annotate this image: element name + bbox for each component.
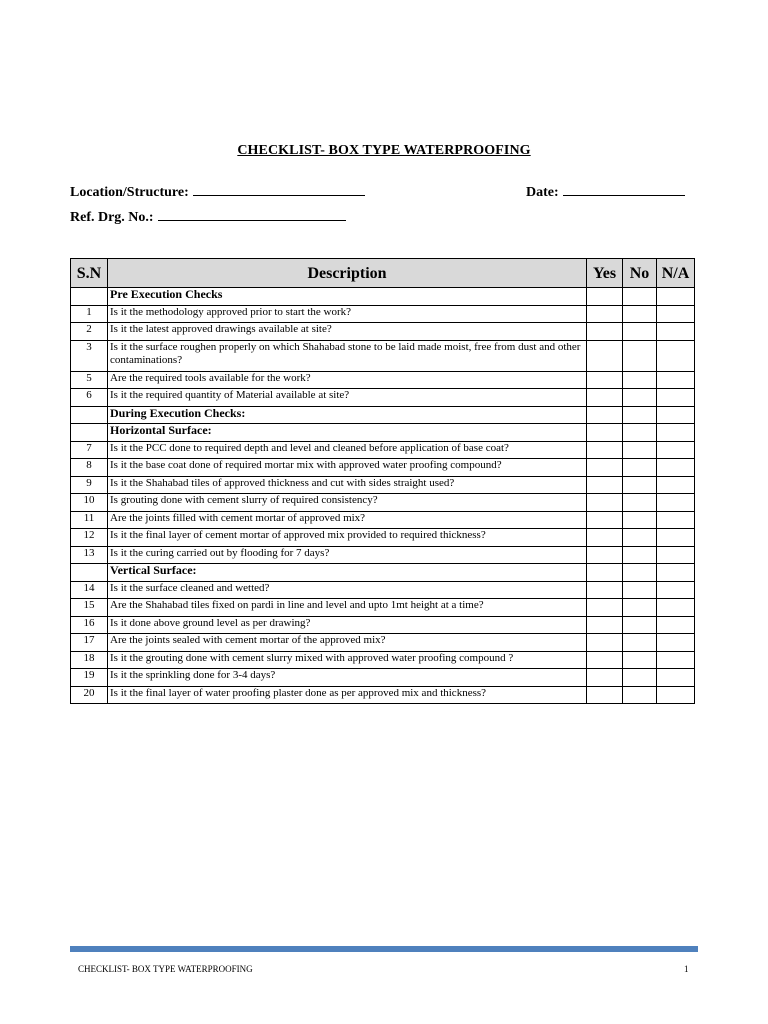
row-na-cell[interactable]	[657, 616, 695, 634]
table-header-row	[71, 259, 695, 288]
document-title: CHECKLIST- BOX TYPE WATERPROOFING	[237, 143, 531, 158]
row-description: Is it the latest approved drawings available at site?	[108, 323, 587, 341]
section-row	[71, 288, 695, 306]
row-no-cell[interactable]	[623, 616, 657, 634]
row-na-cell[interactable]	[657, 634, 695, 652]
table-row	[71, 634, 695, 652]
row-description: Are the required tools available for the work?	[108, 371, 587, 389]
row-sn: 15	[71, 599, 108, 617]
table-row	[71, 581, 695, 599]
row-no-cell[interactable]	[623, 686, 657, 704]
row-na-cell[interactable]	[657, 323, 695, 341]
row-sn: 20	[71, 686, 108, 704]
table-row	[71, 476, 695, 494]
header-yes: Yes	[587, 259, 623, 288]
section-heading: Horizontal Surface:	[108, 424, 587, 442]
row-yes-cell[interactable]	[587, 424, 623, 442]
row-sn: 19	[71, 669, 108, 687]
location-label: Location/Structure:	[70, 185, 189, 200]
section-row	[71, 424, 695, 442]
footer-title: CHECKLIST- BOX TYPE WATERPROOFING	[78, 964, 253, 974]
row-no-cell[interactable]	[623, 340, 657, 371]
row-no-cell[interactable]	[623, 371, 657, 389]
row-yes-cell[interactable]	[587, 546, 623, 564]
row-description: Are the Shahabad tiles fixed on pardi in line and level and upto 1mt height at a time?	[108, 599, 587, 617]
row-sn	[71, 406, 108, 424]
date-label: Date:	[526, 185, 559, 200]
row-description: Is it the grouting done with cement slurry mixed with approved water proofing compound ?	[108, 651, 587, 669]
table-row	[71, 511, 695, 529]
row-yes-cell[interactable]	[587, 634, 623, 652]
row-no-cell[interactable]	[623, 389, 657, 407]
table-row	[71, 494, 695, 512]
row-sn: 18	[71, 651, 108, 669]
row-na-cell[interactable]	[657, 340, 695, 371]
row-na-cell[interactable]	[657, 441, 695, 459]
row-description: Is it the final layer of cement mortar of approved mix provided to required thickness?	[108, 529, 587, 547]
row-yes-cell[interactable]	[587, 616, 623, 634]
row-no-cell[interactable]	[623, 651, 657, 669]
date-blank[interactable]	[563, 183, 685, 196]
row-description: Is it the PCC done to required depth and level and cleaned before application of base coat?	[108, 441, 587, 459]
table-row	[71, 529, 695, 547]
row-na-cell[interactable]	[657, 581, 695, 599]
row-no-cell[interactable]	[623, 424, 657, 442]
table-row	[71, 441, 695, 459]
row-na-cell[interactable]	[657, 459, 695, 477]
row-yes-cell[interactable]	[587, 599, 623, 617]
row-yes-cell[interactable]	[587, 323, 623, 341]
row-description: Is it the base coat done of required mortar mix with approved water proofing compound?	[108, 459, 587, 477]
table-row	[71, 459, 695, 477]
row-sn: 11	[71, 511, 108, 529]
row-na-cell[interactable]	[657, 686, 695, 704]
row-yes-cell[interactable]	[587, 651, 623, 669]
row-description: Is it the sprinkling done for 3-4 days?	[108, 669, 587, 687]
table-row	[71, 669, 695, 687]
row-yes-cell[interactable]	[587, 581, 623, 599]
row-description: Is it done above ground level as per drawing?	[108, 616, 587, 634]
row-na-cell[interactable]	[657, 546, 695, 564]
table-row	[71, 651, 695, 669]
row-sn: 3	[71, 340, 108, 371]
row-na-cell[interactable]	[657, 669, 695, 687]
row-na-cell[interactable]	[657, 511, 695, 529]
row-no-cell[interactable]	[623, 494, 657, 512]
table-row	[71, 340, 695, 371]
row-sn: 14	[71, 581, 108, 599]
table-row	[71, 599, 695, 617]
row-no-cell[interactable]	[623, 441, 657, 459]
row-description: Is grouting done with cement slurry of required consistency?	[108, 494, 587, 512]
row-no-cell[interactable]	[623, 288, 657, 306]
row-description: Is it the methodology approved prior to start the work?	[108, 305, 587, 323]
header-no: No	[623, 259, 657, 288]
header-description: Description	[108, 259, 587, 288]
row-description: Is it the final layer of water proofing plaster done as per approved mix and thickness?	[108, 686, 587, 704]
row-yes-cell[interactable]	[587, 511, 623, 529]
row-description: Are the joints filled with cement mortar of approved mix?	[108, 511, 587, 529]
table-row	[71, 305, 695, 323]
row-sn: 9	[71, 476, 108, 494]
row-na-cell[interactable]	[657, 424, 695, 442]
row-no-cell[interactable]	[623, 476, 657, 494]
row-na-cell[interactable]	[657, 476, 695, 494]
row-na-cell[interactable]	[657, 651, 695, 669]
row-sn	[71, 288, 108, 306]
row-description: Is it the Shahabad tiles of approved thickness and cut with sides straight used?	[108, 476, 587, 494]
row-no-cell[interactable]	[623, 323, 657, 341]
row-no-cell[interactable]	[623, 564, 657, 582]
section-heading: During Execution Checks:	[108, 406, 587, 424]
row-no-cell[interactable]	[623, 305, 657, 323]
ref-drg-blank[interactable]	[158, 208, 346, 221]
row-no-cell[interactable]	[623, 599, 657, 617]
row-no-cell[interactable]	[623, 546, 657, 564]
section-heading: Pre Execution Checks	[108, 288, 587, 306]
table-row	[71, 616, 695, 634]
row-na-cell[interactable]	[657, 288, 695, 306]
row-description: Are the joints sealed with cement mortar of the approved mix?	[108, 634, 587, 652]
table-row	[71, 686, 695, 704]
row-na-cell[interactable]	[657, 529, 695, 547]
table-row	[71, 323, 695, 341]
row-sn: 13	[71, 546, 108, 564]
row-sn	[71, 424, 108, 442]
page-number: 1	[684, 964, 689, 974]
row-sn: 2	[71, 323, 108, 341]
row-sn: 8	[71, 459, 108, 477]
row-sn: 12	[71, 529, 108, 547]
row-no-cell[interactable]	[623, 459, 657, 477]
row-yes-cell[interactable]	[587, 476, 623, 494]
row-yes-cell[interactable]	[587, 288, 623, 306]
footer-bar	[70, 946, 698, 952]
row-no-cell[interactable]	[623, 511, 657, 529]
row-sn: 1	[71, 305, 108, 323]
section-heading: Vertical Surface:	[108, 564, 587, 582]
row-no-cell[interactable]	[623, 529, 657, 547]
checklist-table	[70, 258, 695, 704]
row-sn: 5	[71, 371, 108, 389]
row-yes-cell[interactable]	[587, 529, 623, 547]
row-na-cell[interactable]	[657, 406, 695, 424]
row-no-cell[interactable]	[623, 406, 657, 424]
row-na-cell[interactable]	[657, 371, 695, 389]
row-yes-cell[interactable]	[587, 686, 623, 704]
row-yes-cell[interactable]	[587, 371, 623, 389]
row-yes-cell[interactable]	[587, 389, 623, 407]
row-sn: 7	[71, 441, 108, 459]
section-row	[71, 564, 695, 582]
row-description: Is it the curing carried out by flooding for 7 days?	[108, 546, 587, 564]
header-na: N/A	[657, 259, 695, 288]
row-yes-cell[interactable]	[587, 406, 623, 424]
location-field	[70, 183, 365, 201]
date-field	[526, 183, 685, 201]
row-sn: 6	[71, 389, 108, 407]
row-sn	[71, 564, 108, 582]
header-sn: S.N	[71, 259, 108, 288]
row-no-cell[interactable]	[623, 669, 657, 687]
row-description: Is it the surface cleaned and wetted?	[108, 581, 587, 599]
row-na-cell[interactable]	[657, 599, 695, 617]
row-no-cell[interactable]	[623, 634, 657, 652]
row-na-cell[interactable]	[657, 305, 695, 323]
row-na-cell[interactable]	[657, 494, 695, 512]
row-description: Is it the required quantity of Material available at site?	[108, 389, 587, 407]
row-yes-cell[interactable]	[587, 494, 623, 512]
row-na-cell[interactable]	[657, 564, 695, 582]
row-description: Is it the surface roughen properly on which Shahabad stone to be laid made moist, free from dust and other contaminations?	[108, 340, 587, 371]
table-row	[71, 389, 695, 407]
row-sn: 17	[71, 634, 108, 652]
location-blank[interactable]	[193, 183, 365, 196]
row-yes-cell[interactable]	[587, 340, 623, 371]
row-yes-cell[interactable]	[587, 459, 623, 477]
row-na-cell[interactable]	[657, 389, 695, 407]
row-no-cell[interactable]	[623, 581, 657, 599]
table-row	[71, 546, 695, 564]
section-row	[71, 406, 695, 424]
ref-drg-field	[70, 208, 346, 226]
table-row	[71, 371, 695, 389]
row-yes-cell[interactable]	[587, 564, 623, 582]
row-yes-cell[interactable]	[587, 305, 623, 323]
row-sn: 10	[71, 494, 108, 512]
row-sn: 16	[71, 616, 108, 634]
ref-drg-label: Ref. Drg. No.:	[70, 210, 154, 225]
row-yes-cell[interactable]	[587, 441, 623, 459]
row-yes-cell[interactable]	[587, 669, 623, 687]
